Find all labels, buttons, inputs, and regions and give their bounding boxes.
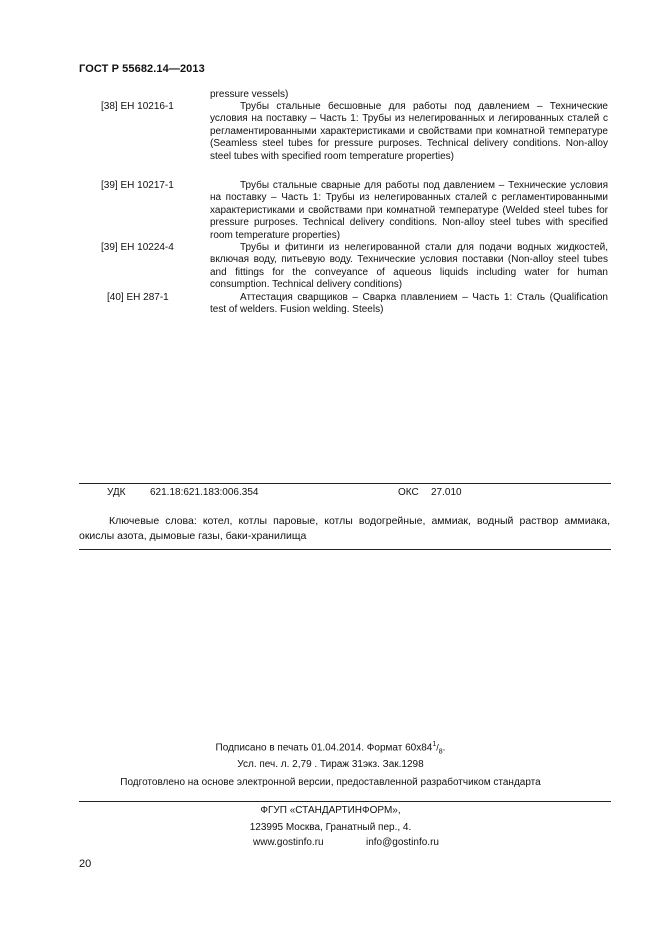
reference-text: Трубы стальные сварные для работы под давлением – Технические условия на поставку – Часть 1: Трубы из нелегированных сталей с регламентированными характеристиками и свойствами при комнатной температуре (Welded steel tubes for pressure purposes. Technical delivery conditions. Non-alloy steel tubes with specified room temperature properties)	[210, 180, 608, 241]
divider-imprint	[79, 801, 611, 802]
format-sup: 1	[432, 741, 437, 748]
address: 123995 Москва, Гранатный пер., 4.	[249, 822, 412, 833]
oks-value: 27.010	[431, 487, 462, 498]
divider-top	[79, 483, 611, 484]
email-link[interactable]: info@gostinfo.ru	[366, 837, 439, 848]
reference-code: [39] ЕН 10224-4	[101, 242, 174, 253]
divider-bottom	[79, 549, 611, 550]
reference-code: [40] ЕН 287-1	[107, 292, 169, 303]
reference-text: Трубы и фитинги из нелегированной стали для подачи водных жидкостей, включая воду, питьевую воду. Технические условия поставки (Non-alloy steel tubes and fittings for the conveyance of aqueous liquids including water for human consumption. Technical delivery conditions)	[210, 242, 608, 291]
keywords: Ключевые слова: котел, котлы паровые, котлы водогрейные, аммиак, водный раствор аммиака, окислы азота, дымовые газы, баки-хранилища	[79, 515, 610, 542]
udk-label: УДК	[107, 487, 126, 498]
signed-text: Подписано в печать 01.04.2014. Формат 60x84	[215, 742, 433, 754]
signed-line: Подписано в печать 01.04.2014. Формат $60x84^1/_8$.	[215, 741, 446, 756]
udk-value: 621.18:621.183:006.354	[150, 487, 259, 498]
reference-text: Трубы стальные бесшовные для работы под давлением – Технические условия на поставку – Часть 1: Трубы из нелегированных и легированных сталей с регламентированными характеристиками и свойствами при комнатной температуре (Seamless steel tubes for pressure purposes. Technical delivery conditions. Non-alloy steel tubes with specified room temperature properties)	[210, 101, 608, 162]
format-end: .	[442, 742, 446, 754]
oks-label: ОКС	[398, 487, 419, 498]
publisher: ФГУП «СТАНДАРТИНФОРМ»,	[260, 805, 401, 816]
reference-text: Аттестация сварщиков – Сварка плавлением – Часть 1: Сталь (Qualification test of welders. Fusion welding. Steels)	[210, 292, 608, 316]
page-number: 20	[79, 858, 92, 870]
reference-code: [38] ЕН 10216-1	[101, 101, 174, 112]
reference-code: [39] ЕН 10217-1	[101, 180, 174, 191]
print-info: Усл. печ. л. 2,79 . Тираж 31экз. Зак.1298	[237, 759, 424, 770]
reference-continuation: pressure vessels)	[210, 89, 289, 100]
document-header: ГОСТ Р 55682.14—2013	[79, 63, 205, 75]
website-link[interactable]: www.gostinfo.ru	[253, 837, 324, 848]
prepared-note: Подготовлено на основе электронной версии, предоставленной разработчиком стандарта	[120, 777, 541, 788]
format-sub: 8	[438, 748, 443, 756]
